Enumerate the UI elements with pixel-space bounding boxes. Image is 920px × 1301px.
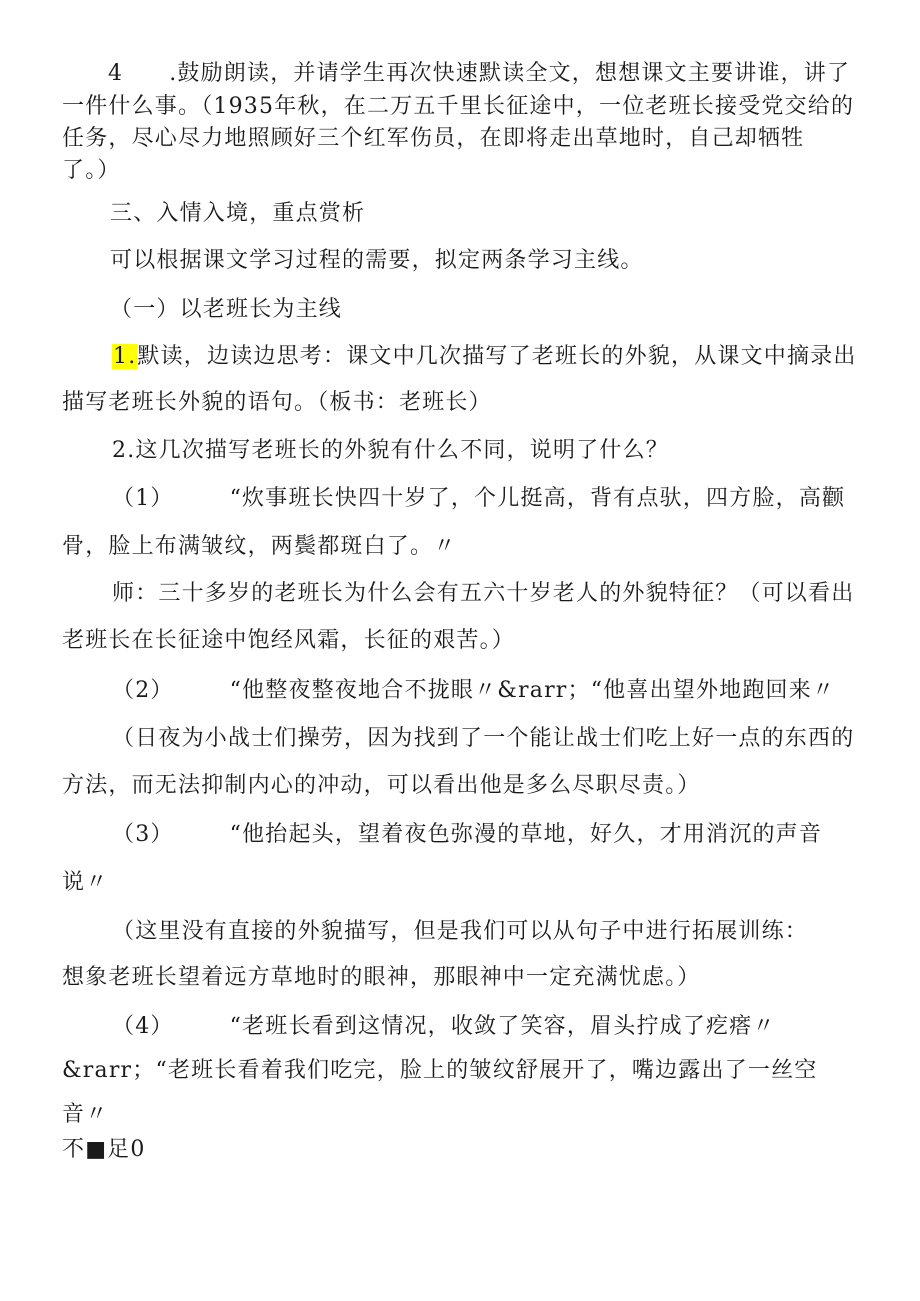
note-3-line-1: （这里没有直接的外貌描写，但是我们可以从句子中进行拓展训练： [112, 919, 809, 944]
paragraph-text: .鼓励朗读，并请学生再次快速默读全文，想想课文主要讲谁，讲了 [169, 61, 851, 86]
item-label: （4） [112, 1014, 174, 1039]
question-1-line-1 [112, 343, 857, 371]
item-label: （1） [112, 486, 174, 511]
item-1-line-1 [112, 485, 845, 513]
item-4-line-2: &rarr；“老班长看着我们吃完，脸上的皱纹舒展开了，嘴边露出了一丝空 [62, 1058, 818, 1083]
paragraph-4-line-2: 一件什么事。（1935年秋，在二万五千里长征途中，一位老班长接受党交给的 [62, 94, 855, 119]
teacher-question-line-2: 老班长在长征途中饱经风霜，长征的艰苦。） [62, 628, 516, 653]
item-label: （2） [112, 678, 174, 703]
item-1-line-2: 骨，脸上布满皱纹，两鬓都斑白了。〃 [62, 534, 457, 559]
item-4-line-1 [112, 1013, 776, 1041]
teacher-question-line-1: 师：三十多岁的老班长为什么会有五六十岁老人的外貌特征？（可以看出 [112, 581, 855, 606]
item-4-line-3: 音〃 [62, 1102, 109, 1127]
section-heading: 三、入情入境，重点赏析 [110, 201, 366, 226]
note-3-line-2: 想象老班长望着远方草地时的眼神，那眼神中一定充满忧虑。） [62, 965, 701, 990]
item-quote: “炊事班长快四十岁了，个儿挺高，背有点驮，四方脸，高颧 [229, 486, 846, 511]
highlighted-number: 1. [113, 344, 137, 369]
question-2: 2.这几次描写老班长的外貌有什么不同，说明了什么？ [112, 438, 669, 463]
item-3-line-2: 说〃 [62, 870, 109, 895]
item-label: （3） [112, 822, 174, 847]
note-2-line-1: （日夜为小战士们操劳，因为找到了一个能让战士们吃上好一点的东西的 [112, 726, 855, 751]
intro-paragraph: 可以根据课文学习过程的需要，拟定两条学习主线。 [110, 248, 644, 273]
paragraph-number: 4 [108, 61, 124, 86]
item-2-line-1 [112, 677, 835, 705]
item-quote: “他抬起头，望着夜色弥漫的草地，好久，才用消沉的声音 [229, 822, 823, 847]
item-3-line-1 [112, 821, 822, 849]
question-1-line-2: 描写老班长外貌的语句。（板书：老班长） [62, 390, 492, 415]
item-quote: “他整夜整夜地合不拢眼〃&rarr；“他喜出望外地跑回来〃 [229, 678, 836, 703]
paragraph-4-line-3: 任务，尽心尽力地照顾好三个红军伤员，在即将走出草地时，自己却牺牲 [62, 126, 805, 151]
paragraph-4-line-1 [108, 60, 850, 88]
question-1-text: 默读，边读边思考：课文中几次描写了老班长的外貌，从课文中摘录出 [137, 344, 857, 369]
subsection-heading: （一）以老班长为主线 [110, 297, 343, 322]
paragraph-4-line-4: 了。） [62, 158, 121, 183]
item-quote: “老班长看到这情况，收敛了笑容，眉头拧成了疙瘩〃 [229, 1014, 776, 1039]
note-2-line-2: 方法，而无法抑制内心的冲动，可以看出他是多么尽职尽责。） [62, 773, 701, 798]
trailing-fragment: 不■足0 [62, 1137, 146, 1162]
